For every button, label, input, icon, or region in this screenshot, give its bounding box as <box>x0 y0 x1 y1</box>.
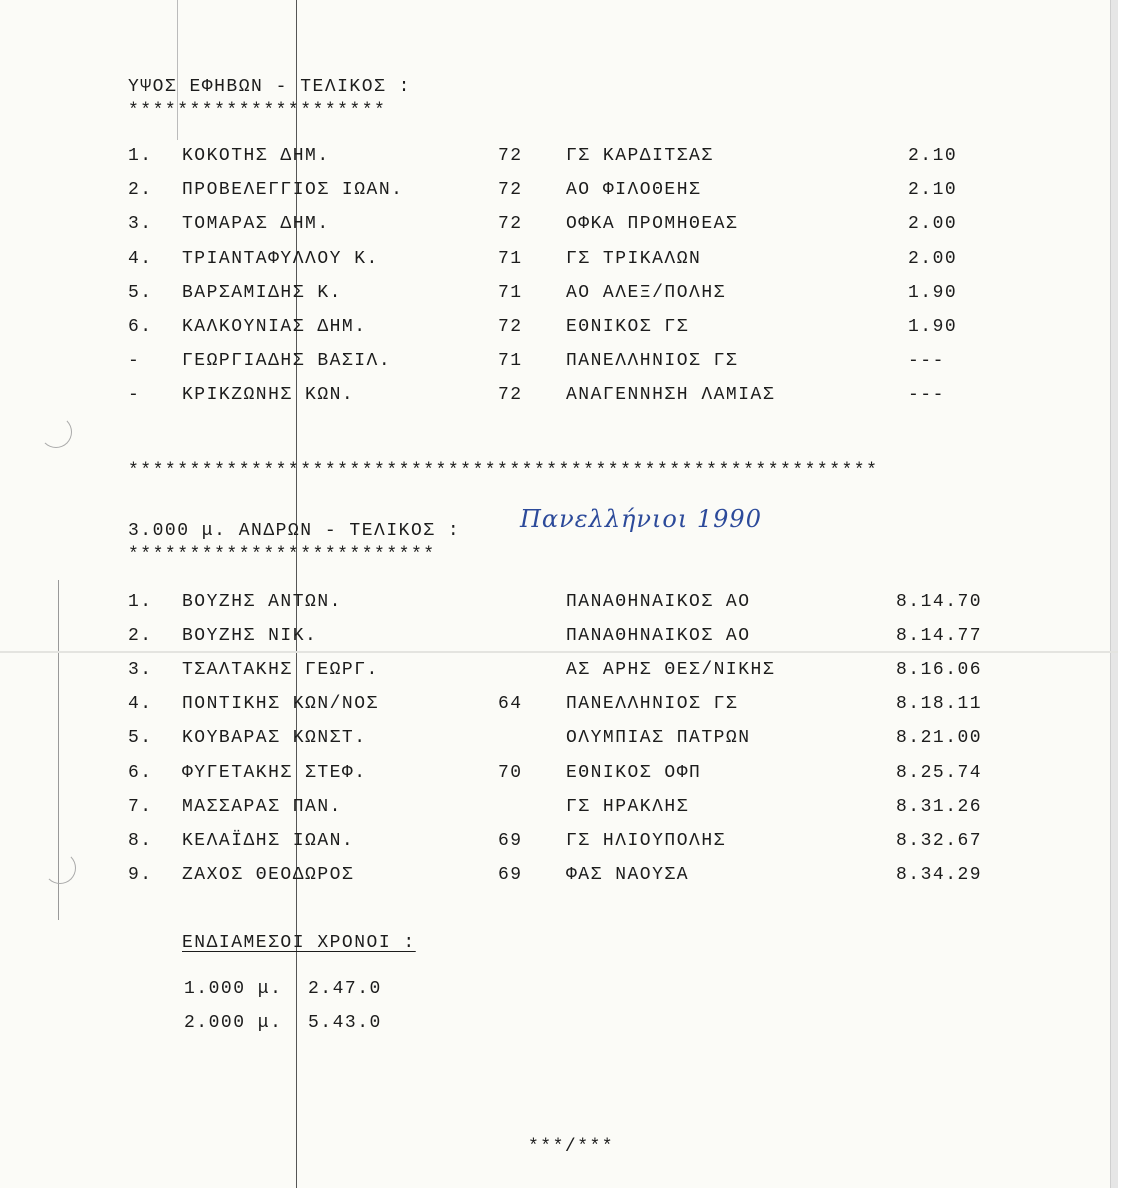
athlete-name: ΚΑΛΚΟΥΝΙΑΣ ΔΗΜ. <box>182 317 367 337</box>
result-mark: 2.00 <box>908 214 958 235</box>
punch-hole-mark <box>40 416 72 448</box>
result-row <box>0 624 1118 648</box>
split-time: 5.43.0 <box>308 1013 382 1033</box>
result-position: 5. <box>128 728 153 749</box>
result-position: 3. <box>128 660 153 681</box>
result-row <box>0 281 1118 305</box>
result-mark: 1.90 <box>908 317 958 337</box>
result-row <box>0 247 1118 271</box>
club-name: ΠΑΝΕΛΛΗΝΙΟΣ ΓΣ <box>566 694 739 715</box>
birth-year: 69 <box>498 830 523 851</box>
athlete-name: ΚΟΚΟΤΗΣ ΔΗΜ. <box>182 146 330 166</box>
page-footer-stars: ***/*** <box>528 1137 615 1157</box>
result-mark: --- <box>908 351 945 372</box>
result-mark: 8.16.06 <box>896 660 983 681</box>
birth-year: 71 <box>498 248 523 269</box>
result-mark: --- <box>908 385 945 406</box>
result-position: 3. <box>128 214 153 235</box>
result-row <box>0 349 1118 373</box>
club-name: ΓΣ ΤΡΙΚΑΛΩΝ <box>566 248 702 269</box>
result-mark: 2.10 <box>908 180 958 201</box>
club-name: ΕΘΝΙΚΟΣ ΟΦΠ <box>566 762 702 783</box>
club-name: ΦΑΣ ΝΑΟΥΣΑ <box>566 864 690 885</box>
result-row <box>0 829 1118 853</box>
birth-year: 70 <box>498 762 523 783</box>
birth-year: 71 <box>498 282 523 303</box>
result-position: 5. <box>128 282 153 303</box>
result-row <box>0 795 1118 819</box>
birth-year: 72 <box>498 180 523 201</box>
result-row <box>0 692 1118 716</box>
club-name: ΑΣ ΑΡΗΣ ΘΕΣ/ΝΙΚΗΣ <box>566 660 776 681</box>
result-row <box>0 178 1118 202</box>
result-position: 2. <box>128 180 153 201</box>
birth-year: 69 <box>498 864 523 885</box>
result-position: 1. <box>128 146 153 166</box>
result-mark: 2.10 <box>908 146 958 166</box>
result-row <box>0 590 1118 614</box>
result-row <box>0 726 1118 750</box>
result-row <box>0 144 1118 168</box>
athlete-name: ΖΑΧΟΣ ΘΕΟΔΩΡΟΣ <box>182 864 355 885</box>
handwritten-note: Πανελλήνιοι 1990 <box>520 505 762 533</box>
athlete-name: ΚΡΙΚΖΩΝΗΣ ΚΩΝ. <box>182 385 355 406</box>
result-row <box>0 761 1118 785</box>
result-mark: 8.32.67 <box>896 830 983 851</box>
title-underline-stars: ************************* <box>128 545 436 565</box>
birth-year: 72 <box>498 214 523 235</box>
club-name: ΠΑΝΑΘΗΝΑΙΚΟΣ ΑΟ <box>566 626 751 647</box>
result-mark: 8.14.77 <box>896 626 983 647</box>
birth-year: 72 <box>498 317 523 337</box>
result-mark: 8.18.11 <box>896 694 983 715</box>
result-mark: 8.21.00 <box>896 728 983 749</box>
result-mark: 1.90 <box>908 282 958 303</box>
section-title-3000m: 3.000 μ. ΑΝΔΡΩΝ - ΤΕΛΙΚΟΣ : <box>128 521 461 541</box>
result-row <box>0 212 1118 236</box>
athlete-name: ΤΣΑΛΤΑΚΗΣ ΓΕΩΡΓ. <box>182 660 379 681</box>
athlete-name: ΒΟΥΖΗΣ ΝΙΚ. <box>182 626 318 647</box>
result-position: 8. <box>128 830 153 851</box>
club-name: ΕΘΝΙΚΟΣ ΓΣ <box>566 317 690 337</box>
result-position: 1. <box>128 592 153 612</box>
birth-year: 71 <box>498 351 523 372</box>
result-mark: 8.34.29 <box>896 864 983 885</box>
club-name: ΠΑΝΕΛΛΗΝΙΟΣ ΓΣ <box>566 351 739 372</box>
club-name: ΟΦΚΑ ΠΡΟΜΗΘΕΑΣ <box>566 214 739 235</box>
result-position: 4. <box>128 694 153 715</box>
birth-year: 72 <box>498 146 523 166</box>
result-position: 7. <box>128 796 153 817</box>
athlete-name: ΜΑΣΣΑΡΑΣ ΠΑΝ. <box>182 796 342 817</box>
athlete-name: ΦΥΓΕΤΑΚΗΣ ΣΤΕΦ. <box>182 762 367 783</box>
fold-line-horizontal <box>0 651 1118 653</box>
club-name: ΓΣ ΗΛΙΟΥΠΟΛΗΣ <box>566 830 726 851</box>
club-name: ΠΑΝΑΘΗΝΑΙΚΟΣ ΑΟ <box>566 592 751 612</box>
result-position: 4. <box>128 248 153 269</box>
title-underline-stars: ********************* <box>128 101 387 121</box>
splits-title: ΕΝΔΙΑΜΕΣΟΙ ΧΡΟΝΟΙ : <box>182 933 416 953</box>
result-position: 2. <box>128 626 153 647</box>
split-distance: 2.000 μ. <box>184 1013 283 1033</box>
club-name: ΓΣ ΚΑΡΔΙΤΣΑΣ <box>566 146 714 166</box>
club-name: ΓΣ ΗΡΑΚΛΗΣ <box>566 796 690 817</box>
athlete-name: ΠΟΝΤΙΚΗΣ ΚΩΝ/ΝΟΣ <box>182 694 379 715</box>
result-position: 6. <box>128 762 153 783</box>
result-position: - <box>128 351 141 372</box>
club-name: ΑΝΑΓΕΝΝΗΣΗ ΛΑΜΙΑΣ <box>566 385 776 406</box>
athlete-name: ΤΡΙΑΝΤΑΦΥΛΛΟΥ Κ. <box>182 248 379 269</box>
athlete-name: ΓΕΩΡΓΙΑΔΗΣ ΒΑΣΙΛ. <box>182 351 392 372</box>
athlete-name: ΠΡΟΒΕΛΕΓΓΙΟΣ ΙΩΑΝ. <box>182 180 404 201</box>
section-title-high-jump: ΥΨΟΣ ΕΦΗΒΩΝ - ΤΕΛΙΚΟΣ : <box>128 77 411 97</box>
result-mark: 8.25.74 <box>896 762 983 783</box>
result-mark: 8.31.26 <box>896 796 983 817</box>
split-time: 2.47.0 <box>308 979 382 999</box>
club-name: ΑΟ ΦΙΛΟΘΕΗΣ <box>566 180 702 201</box>
athlete-name: ΤΟΜΑΡΑΣ ΔΗΜ. <box>182 214 330 235</box>
athlete-name: ΚΕΛΑΪΔΗΣ ΙΩΑΝ. <box>182 830 355 851</box>
club-name: ΟΛΥΜΠΙΑΣ ΠΑΤΡΩΝ <box>566 728 751 749</box>
result-position: - <box>128 385 141 406</box>
athlete-name: ΒΟΥΖΗΣ ΑΝΤΩΝ. <box>182 592 342 612</box>
section-separator: ************************************************************* <box>128 461 879 481</box>
split-distance: 1.000 μ. <box>184 979 283 999</box>
result-position: 6. <box>128 317 153 337</box>
birth-year: 64 <box>498 694 523 715</box>
result-position: 9. <box>128 864 153 885</box>
result-row <box>0 658 1118 682</box>
result-mark: 2.00 <box>908 248 958 269</box>
birth-year: 72 <box>498 385 523 406</box>
result-row <box>0 863 1118 887</box>
result-row <box>0 315 1118 339</box>
athlete-name: ΚΟΥΒΑΡΑΣ ΚΩΝΣΤ. <box>182 728 367 749</box>
athlete-name: ΒΑΡΣΑΜΙΔΗΣ Κ. <box>182 282 342 303</box>
result-row <box>0 383 1118 407</box>
result-mark: 8.14.70 <box>896 592 983 612</box>
club-name: ΑΟ ΑΛΕΞ/ΠΟΛΗΣ <box>566 282 726 303</box>
